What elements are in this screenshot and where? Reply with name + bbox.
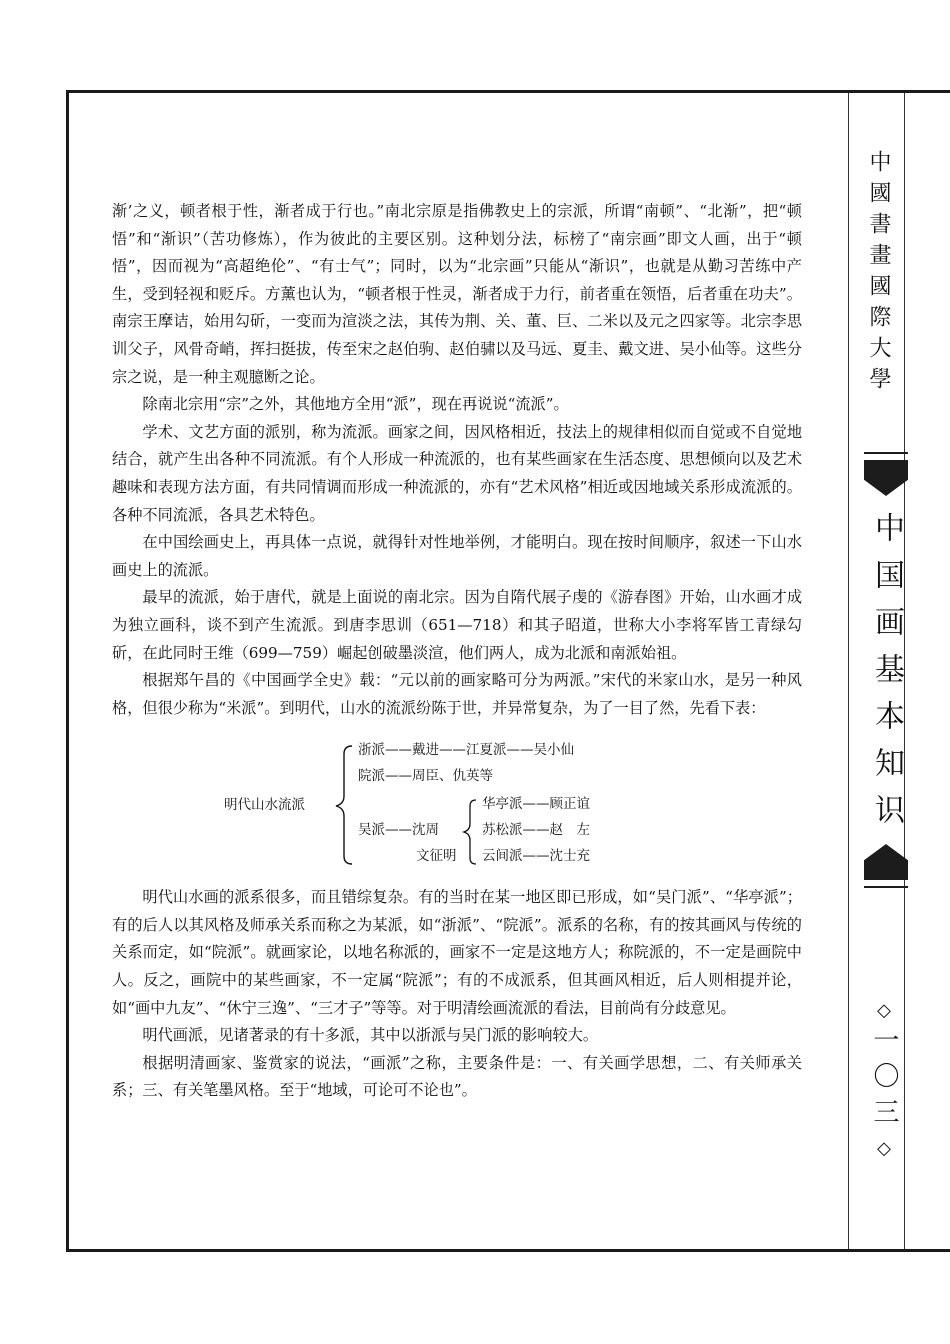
- title-rule-top: [864, 452, 908, 454]
- sidebar-rule-left: [848, 93, 849, 1249]
- paragraph: 根据郑午昌的《中国画学全史》载：“元以前的画家略可分为两派。”宋代的米家山水，是另一种风格，但很少称为“米派”。到明代，山水的流派纷陈于世，并异常复杂，为了一目了然，先看下表：: [112, 671, 802, 717]
- paragraph: 渐’之义，顿者根于性，渐者成于行也。”南北宗原是指佛教史上的宗派，所谓“南顿”、“北渐”，把“顿悟”和“渐识”（苦功修炼），作为彼此的主要区别。这种划分法，标榜了“南宗画”即文人画，出于“顿悟”，因而视为“高超绝伦”、“有士气”；同时，以为“北宗画”只能从“渐识”，也就是从勤习苦练中产生，受到轻视和贬斥。方薰也认为，“顿者根于性灵，渐者成于力行，前者重在领悟，后者重在功夫”。南宗王摩诘，始用勾斫，一变而为渲淡之法，其传为荆、关、董、巨、二米以及元之四家等。北宗李思训父子，风骨奇峭，挥扫挺拔，传至宋之赵伯驹、赵伯骕以及马远、夏圭、戴文进、吴小仙等。这些分宗之说，是一种主观臆断之论。: [112, 202, 802, 386]
- paragraph: 除南北宗用“宗”之外，其他地方全用“派”，现在再说说“流派”。: [142, 395, 569, 414]
- paragraph: 学术、文艺方面的派别，称为流派。画家之间，因风格相近，技法上的规律相似而自觉或不自觉地结合，就产生出各种不同流派。有个人形成一种流派的，也有某些画家在生活态度、思想倾向以及艺术趣味和表现方法方面，有共同情调而形成一种流派的，亦有“艺术风格”相近或因地域关系形成流派的。各种不同流派，各具艺术特色。: [112, 422, 802, 524]
- sidebar-book-title: 中国画基本知识: [869, 512, 904, 841]
- title-rule-bottom: [864, 886, 908, 888]
- tree-node-yuan: 院派——周臣、仇英等: [358, 768, 493, 785]
- page-number: 一〇三: [869, 1026, 899, 1134]
- tree-root: 明代山水流派: [224, 797, 305, 814]
- tree-node-huating: 华亭派——顾正谊: [482, 796, 590, 813]
- title-ornament-top: [864, 460, 908, 496]
- paragraph: 根据明清画家、鉴赏家的说法，“画派”之称，主要条件是：一、有关画学思想，二、有关师承关系；三、有关笔墨风格。至于“地域，可论可不论也”。: [112, 1053, 802, 1100]
- body-text: [112, 198, 802, 1105]
- tree-node-susong: 苏松派——赵 左: [482, 822, 590, 839]
- sidebar-book-title-block: [864, 460, 908, 880]
- diamond-icon: ◇: [877, 1138, 891, 1159]
- paragraph: 明代山水画的派系很多，而且错综复杂。有的当时在某一地区即已形成，如“吴门派”、“华亭派”；有的后人以其风格及师承关系而称之为某派，如“浙派”、“院派”。派系的名称，有的按其画风与传统的关系而定，如“院派”。就画家论，以地名称派的，画家不一定是这地方人；称院派的，不一定是画院中人。反之，画院中的某些画家，不一定属“院派”；有的不成派系，但其画风相近，后人则相提并论，如“画中九友”、“休宁三逸”、“三才子”等等。对于明清绘画流派的看法，目前尚有分歧意见。: [112, 888, 802, 1017]
- tree-node-wu: 吴派——沈周: [358, 822, 439, 839]
- paragraph: 最早的流派，始于唐代，就是上面说的南北宗。因为自隋代展子虔的《游春图》开始，山水画才成为独立画科，谈不到产生流派。到唐李思训（651—718）和其子昭道，世称大小李将军皆工青绿勾斫，在此同时王维（699—759）崛起创破墨淡渲，他们两人，成为北派和南派始祖。: [112, 588, 802, 662]
- tree-node-zhe: 浙派——戴进——江夏派——吴小仙: [358, 742, 574, 759]
- tree-node-yunjian: 云间派——沈士充: [482, 848, 590, 865]
- tree-node-wen: 文征明: [416, 848, 457, 865]
- diamond-icon: ◇: [877, 1000, 891, 1021]
- sidebar-org-name: 中國書畫國際大學: [866, 150, 891, 398]
- paragraph: 明代画派，见诸著录的有十多派，其中以浙派与吴门派的影响较大。: [142, 1026, 599, 1045]
- sub-brace: [464, 800, 476, 864]
- page-number-block: [862, 1000, 906, 1159]
- title-ornament-bottom: [864, 844, 908, 880]
- paragraph: 在中国绘画史上，再具体一点说，就得针对性地举例，才能明白。现在按时间顺序，叙述一下山水画史上的流派。: [112, 533, 802, 579]
- school-tree-diagram: [112, 738, 802, 872]
- main-brace: [336, 746, 352, 864]
